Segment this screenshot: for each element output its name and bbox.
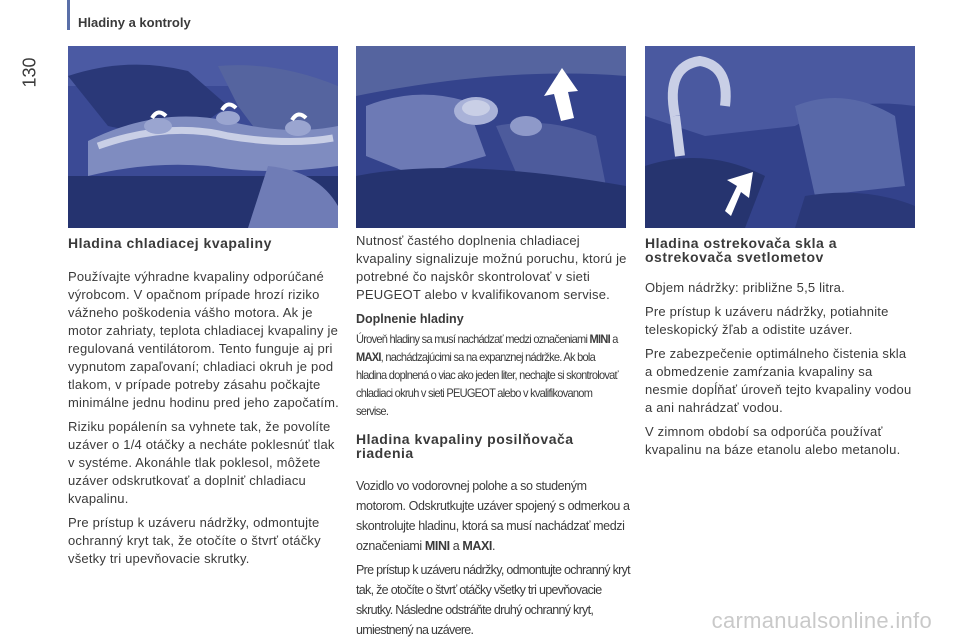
coolant-heading: Hladina chladiacej kvapaliny [68,235,272,251]
refill-heading: Doplnenie hladiny [356,312,464,326]
power-maxi-mark: MAXI [462,539,493,553]
washer-paragraph-4: V zimnom období sa odporúča používať kvapalinu na báze etanolu alebo metanolu. [645,424,901,457]
coolant-reservoir-photo [68,46,338,228]
and-word: a [609,332,618,346]
power-steering-heading: Hladina kvapaliny posilňovača riadenia [356,431,574,461]
coolant-section [68,234,340,574]
washer-paragraph-1: Objem nádržky: približne 5,5 litra. [645,280,845,295]
power-steering-text: Vozidlo vo vodorovnej polohe a so studeným motorom. Odskrutkujte uzáver spojený s odmerkou a skontrolujte hladinu, ktorá sa musí nachádzať medzi označeniami [356,479,630,553]
power-text-end: . [492,539,496,553]
washer-heading: Hladina ostrekovača skla a ostrekovača svetlometov [645,235,837,265]
washer-paragraph-3: Pre zabezpečenie optimálneho čistenia skla a obmedzenie zamŕzania kvapaliny sa nesmie dopĺňať úroveň tejto kvapaliny vodou a ani nahrádzať vodou. [645,346,912,415]
power-steering-illustration [356,46,626,228]
page-number: 130 [19,57,40,88]
maxi-mark: MAXI [356,350,381,364]
coolant-reservoir-illustration [68,46,338,228]
header-accent-bar [67,0,70,30]
refill-text-end: , nachádzajúcimi sa na expanznej nádržke. Ak bola hladina doplnená o viac ako jeden liter, nechajte si skontrolovať chladiaci okruh v sieti PEUGEOT alebo v kvalifikovanom servise. [356,350,618,418]
power-steering-paragraph-1 [356,476,632,556]
coolant-fault-paragraph: Nutnosť častého doplnenia chladiacej kvapaliny signalizuje možnú poruchu, ktorú je potrebné čo najskôr skontrolovať v sieti PEUGEOT alebo v kvalifikovanom servise. [356,233,627,302]
washer-section [645,236,917,465]
refill-text-start: Úroveň hladiny sa musí nachádzať medzi označeniami [356,332,590,346]
washer-paragraph-2: Pre prístup k uzáveru nádržky, potiahnite teleskopický žľab a odistite uzáver. [645,304,889,337]
page-number-container [19,57,50,88]
coolant-continued-section [356,232,632,640]
power-and-word: a [449,539,463,553]
coolant-paragraph-3: Pre prístup k uzáveru nádržky, odmontujte ochranný kryt tak, že otočíte o štvrť otáčky všetky tri upevňovacie skrutky. [68,515,321,566]
washer-reservoir-photo [645,46,915,228]
mini-mark: MINI [589,332,610,346]
coolant-paragraph-1: Používajte výhradne kvapaliny odporúčané výrobcom. V opačnom prípade hrozí riziko vážneho poškodenia vášho motora. Ak je motor zahriaty, teplota chladiacej kvapaliny je regulovaná ventilátorom. Tento funguje aj pri vypnutom zapaľovaní; chladiaci okruh je pod tlakom, v prípade potreby zásahu počkajte minimálne jednu hodinu pred jeho započatím. [68,269,339,410]
power-steering-reservoir-photo [356,46,626,228]
power-mini-mark: MINI [424,539,450,553]
coolant-paragraph-2: Riziku popálenín sa vyhnete tak, že povolíte uzáver o 1/4 otáčky a necháte poklesnúť tlak v systéme. Akonáhle tlak poklesol, môžete uzáver odskrutkovať a doplniť chladiacu kvapalinu. [68,419,335,506]
refill-note [356,330,623,420]
power-steering-paragraph-2: Pre prístup k uzáveru nádržky, odmontujte ochranný kryt tak, že otočíte o štvrť otáčky všetky tri upevňovacie skrutky. Následne odstráňte druhý ochranný kryt, umiestnený na uzávere. [356,563,630,637]
section-title: Hladiny a kontroly [78,15,191,30]
washer-reservoir-illustration [645,46,915,228]
watermark: carmanualsonline.info [711,608,932,633]
